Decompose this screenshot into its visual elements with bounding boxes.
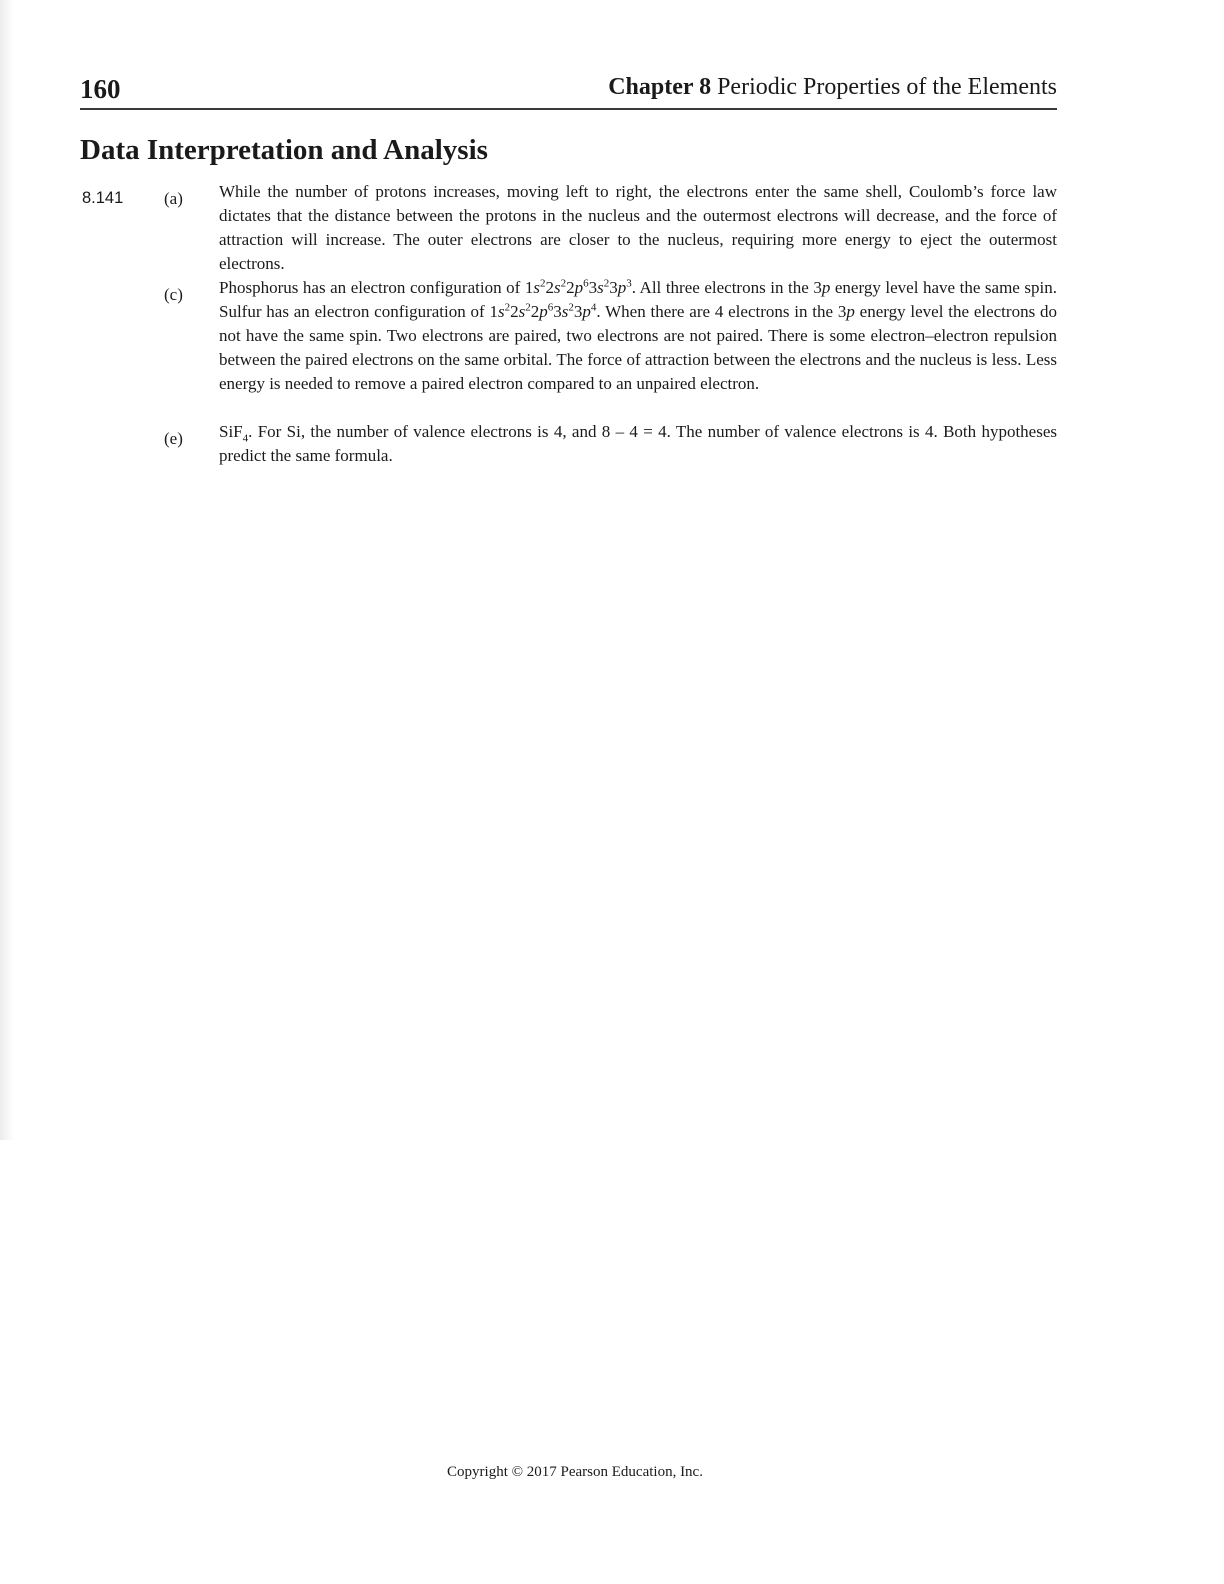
part-a-label: (a)	[164, 189, 183, 208]
chapter-label: Chapter 8	[608, 74, 712, 100]
part-e-label: (e)	[164, 429, 183, 448]
problem-number: 8.141	[82, 189, 124, 207]
header-rule	[80, 108, 1057, 110]
copyright-footer: Copyright © 2017 Pearson Education, Inc.	[447, 1464, 703, 1480]
section-title: Data Interpretation and Analysis	[80, 134, 488, 166]
chapter-title: Periodic Properties of the Elements	[717, 74, 1057, 100]
part-e-text: SiF$_4$. For Si, the number of valence electrons is 4, and 8 – 4 = 4. The number of valence electrons is 4. Both hypotheses predict the same formula.	[219, 422, 1057, 465]
scan-edge-shadow	[0, 0, 14, 1140]
page-number: 160	[80, 74, 121, 104]
page-header	[80, 72, 1057, 112]
part-c-text: Phosphorus has an electron configuration of $1s^22s^22p^63s^23p^3$. All three electrons in the 3p energy level have the same spin. Sulfur has an electron configuration of $1s^22s^22p^63s^23p^4$. When there are 4 electrons in the 3p energy level the electrons do not have the same spin. Two electrons are paired, two electrons are not paired. There is some electron–electron repulsion between the paired electrons on the same orbital. The force of attraction between the electrons and the nucleus is less. Less energy is needed to remove a paired electron compared to an unpaired electron.	[219, 277, 1057, 393]
running-head	[608, 74, 1057, 101]
part-a-text: While the number of protons increases, moving left to right, the electrons enter the same shell, Coulomb’s force law dictates that the distance between the protons in the nucleus and the outermost electrons will decrease, and the force of attraction will increase. The outer electrons are closer to the nucleus, requiring more energy to eject the outermost electrons.	[219, 182, 1057, 273]
part-c-label: (c)	[164, 285, 183, 304]
